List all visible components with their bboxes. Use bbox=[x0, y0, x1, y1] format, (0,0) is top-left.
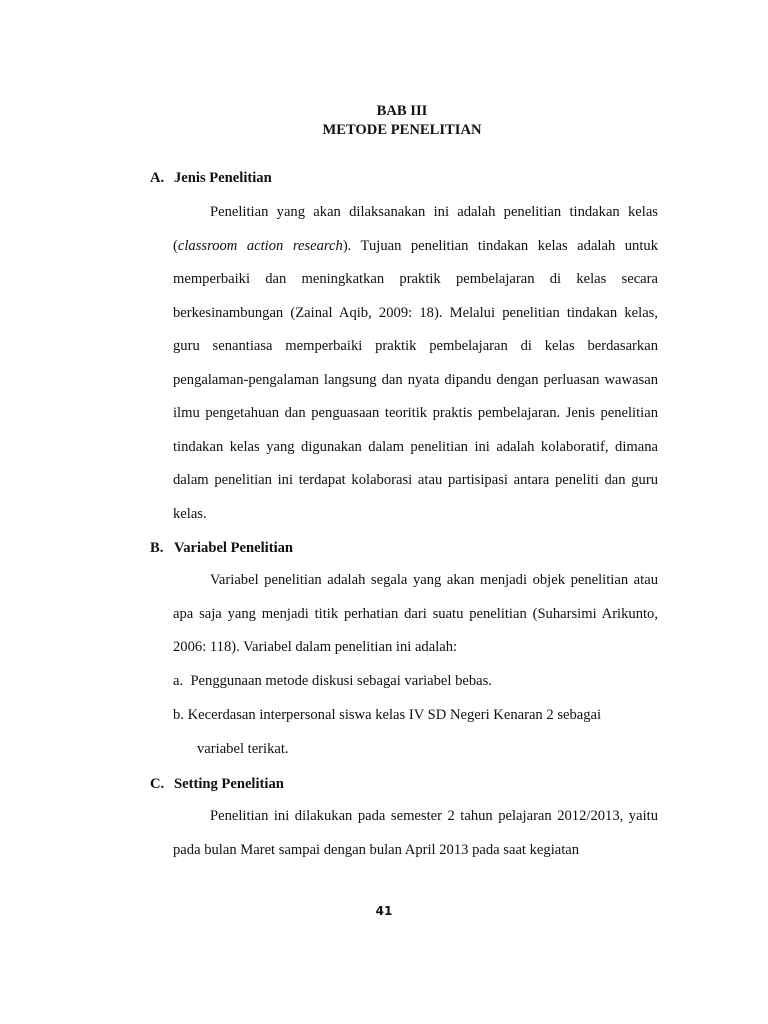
section-title: Jenis Penelitian bbox=[174, 170, 272, 186]
section-title: Variabel Penelitian bbox=[174, 540, 294, 556]
page-number: 41 bbox=[375, 904, 393, 918]
paragraph-text: Variabel penelitian adalah segala yang akan menjadi objek penelitian atau apa saja yang menjadi titik perhatian dari suatu penelitian (Suharsimi Arikunto, 2006: 118). Variabel dalam penelitian ini adalah: bbox=[173, 572, 658, 655]
section-letter: A. bbox=[150, 170, 165, 186]
section-title: Setting Penelitian bbox=[174, 776, 284, 792]
section-c-paragraph bbox=[173, 800, 658, 867]
section-b-paragraph bbox=[173, 564, 658, 665]
paragraph-italic-term: classroom action research bbox=[177, 237, 343, 254]
section-letter: C. bbox=[150, 776, 165, 792]
section-letter: B. bbox=[150, 540, 164, 556]
chapter-title: METODE PENELITIAN bbox=[322, 122, 482, 138]
list-item-b bbox=[173, 699, 658, 766]
paragraph-text: ). Tujuan penelitian tindakan kelas adalah untuk memperbaiki dan meningkatkan praktik pembelajaran di kelas secara berkesinambungan (Zainal Aqib, 2009: 18). Melalui penelitian tindakan kelas, guru senantiasa memperbaiki praktik pembelajaran di kelas berdasarkan pengalaman-pengalaman langsung dan nyata dipandu dengan perluasan wawasan ilmu pengetahuan dan penguasaan teoritik praktis pembelajaran. Jenis penelitian tindakan kelas yang digunakan dalam penelitian ini adalah kolaboratif, dimana dalam penelitian ini terdapat kolaborasi atau partisipasi antara peneliti dan guru kelas. bbox=[173, 237, 659, 522]
list-item-text: Penggunaan metode diskusi sebagai variabel bebas. bbox=[190, 673, 492, 689]
list-marker: a. bbox=[173, 673, 184, 689]
list-item-text-continued: variabel terikat. bbox=[197, 740, 289, 757]
section-heading-c bbox=[150, 776, 284, 793]
section-a-paragraph bbox=[173, 196, 658, 531]
chapter-header bbox=[0, 102, 768, 140]
section-heading-b bbox=[150, 540, 293, 557]
section-heading-a bbox=[150, 170, 272, 187]
list-item-text: Kecerdasan interpersonal siswa kelas IV SD Negeri Kenaran 2 sebagai bbox=[187, 707, 602, 723]
paragraph-text: Penelitian yang akan dilaksanakan ini adalah penelitian tindakan kelas ( bbox=[173, 204, 658, 254]
list-marker: b. bbox=[173, 707, 184, 723]
chapter-number: BAB III bbox=[376, 103, 428, 119]
paragraph-text: Penelitian ini dilakukan pada semester 2 tahun pelajaran 2012/2013, yaitu pada bulan Maret sampai dengan bulan April 2013 pada saat kegiatan bbox=[173, 808, 658, 858]
list-item-a bbox=[173, 665, 658, 699]
